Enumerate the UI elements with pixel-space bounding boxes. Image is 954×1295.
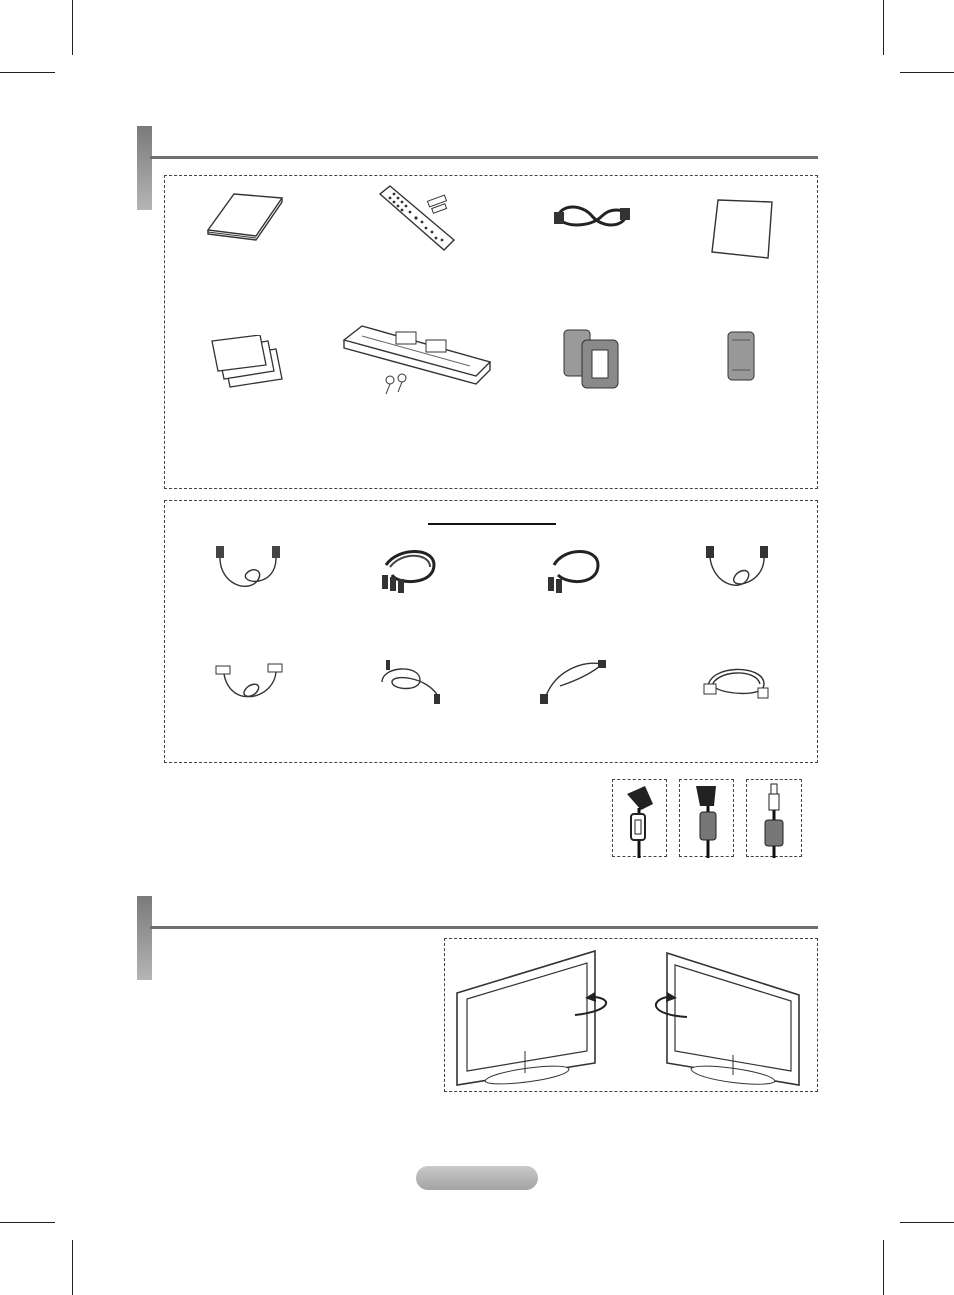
optical-cable-icon (536, 656, 608, 706)
page-number-badge (416, 1166, 538, 1190)
ferrite-example-box (746, 779, 802, 857)
antenna-ferrite-icon (747, 780, 803, 858)
section-marker (137, 896, 152, 980)
crop-mark (72, 0, 73, 55)
crop-mark (72, 1240, 73, 1295)
audio-jack-cable-icon (376, 656, 446, 706)
ferrite-example-box (612, 779, 667, 857)
warranty-card-icon (210, 335, 284, 389)
crop-mark (883, 1240, 884, 1295)
scart-cable-icon (214, 662, 286, 704)
swivel-illustration-box (444, 938, 818, 1092)
crop-mark (0, 72, 55, 73)
ferrite-core-pair-icon (560, 328, 622, 390)
cleaning-cloth-icon (708, 196, 776, 260)
power-plug-ferrite-icon (613, 780, 668, 858)
ferrite-example-box (679, 779, 734, 857)
pc-cable-icon (700, 658, 774, 704)
manual-icon (206, 190, 286, 250)
optional-heading-underline (428, 523, 556, 525)
component-cable-icon (378, 545, 442, 597)
antenna-cable-icon (702, 544, 774, 596)
section-marker (137, 126, 152, 210)
ferrite-core-icon (726, 330, 756, 382)
crop-mark (0, 1222, 55, 1223)
section-rule (150, 926, 818, 929)
power-cord-icon (552, 198, 632, 238)
crop-mark (900, 1222, 954, 1223)
plug-ferrite-icon (680, 780, 735, 858)
hdmi-cable-icon (212, 544, 284, 596)
section-rule (150, 156, 818, 159)
crop-mark (883, 0, 884, 55)
crop-mark (900, 72, 954, 73)
audio-cable-icon (544, 545, 604, 597)
stand-base-icon (340, 318, 496, 400)
tv-swivel-icon (445, 939, 817, 1091)
remote-control-icon (376, 184, 458, 256)
optional-cables-box (164, 500, 818, 763)
